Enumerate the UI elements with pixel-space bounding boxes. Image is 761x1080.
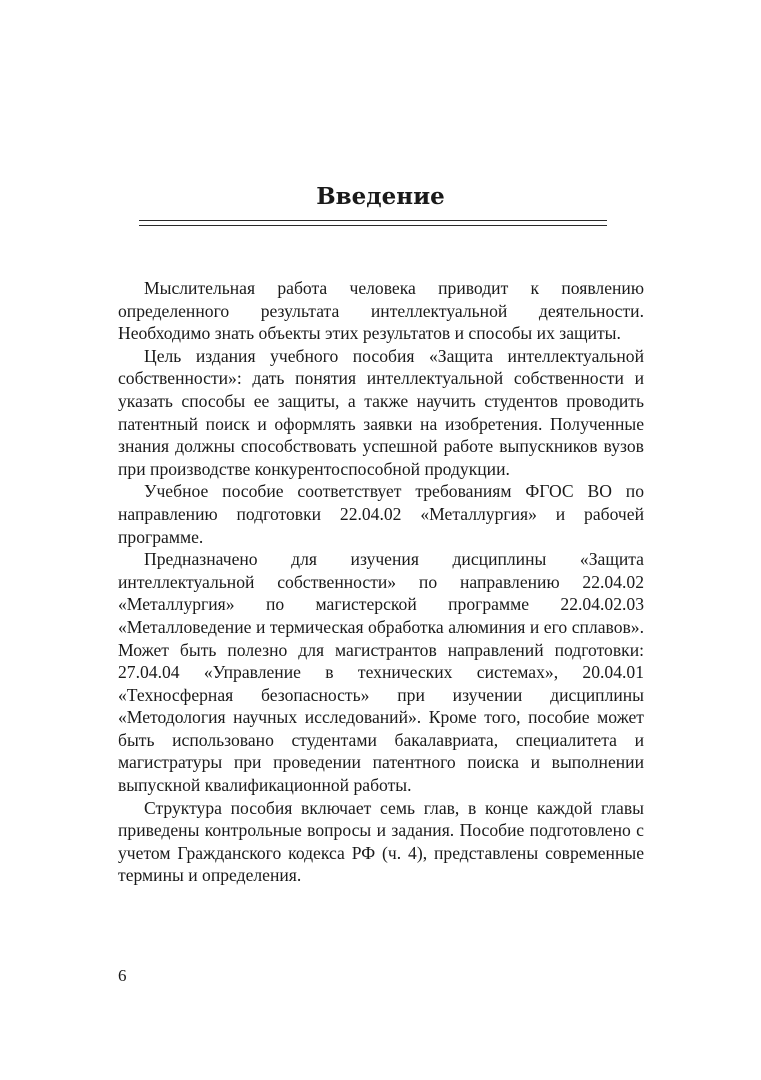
title-rule-top (139, 220, 607, 221)
paragraph: Мыслительная работа человека приводит к появлению определенного результата интеллектуальной деятельности. Необходимо знать объекты этих результатов и способы их защиты. (118, 278, 644, 344)
page-title: Введение (316, 183, 445, 210)
body-text (118, 277, 644, 887)
paragraph: Структура пособия включает семь глав, в конце каждой главы приведены контрольные вопросы и задания. Пособие подготовлено с учетом Гражданского кодекса РФ (ч. 4), представлены современные термины и определения. (118, 797, 644, 886)
paragraph: Цель издания учебного пособия «Защита интеллектуальной собственности»: дать понятия интеллектуальной собственности и указать способы ее защиты, а также научить студентов проводить патентный поиск и оформлять заявки на изобретения. Полученные знания должны способствовать успешной работе выпускников вузов при производстве конкурентоспособной продукции. (118, 345, 644, 479)
title-rule-bottom (139, 225, 607, 226)
paragraph: Предназначено для изучения дисциплины «Защита интеллектуальной собственности» по направлению 22.04.02 «Металлургия» по магистерской программе 22.04.02.03 «Металловедение и термическая обработка алюминия и его сплавов». Может быть полезно для магистрантов направлений подготовки: 27.04.04 «Управление в технических системах», 20.04.01 «Техносферная безопасность» при изучении дисциплины «Методология научных исследований». Кроме того, пособие может быть использовано студентами бакалавриата, специалитета и магистратуры при проведении патентного поиска и выполнении выпускной квалификационной работы. (118, 549, 644, 796)
paragraph: Учебное пособие соответствует требованиям ФГОС ВО по направлению подготовки 22.04.02 «Металлургия» и рабочей программе. (118, 481, 644, 547)
page-number: 6 (118, 966, 127, 985)
